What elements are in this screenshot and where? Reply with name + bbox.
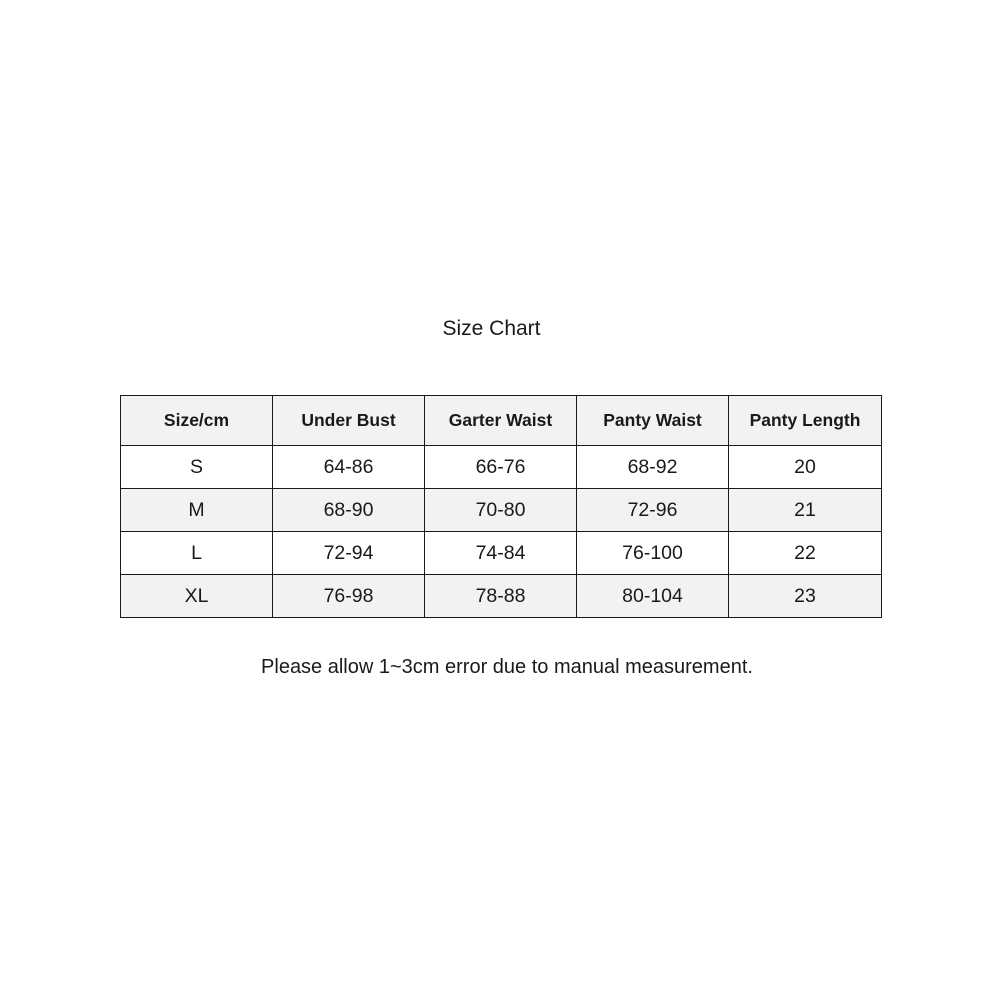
table-cell-size: XL <box>121 575 273 618</box>
table-cell-panty-length: 21 <box>729 489 882 532</box>
table-cell-under-bust: 64-86 <box>273 446 425 489</box>
table-cell-garter-waist: 74-84 <box>425 532 577 575</box>
table-cell-under-bust: 72-94 <box>273 532 425 575</box>
table-cell-panty-waist: 80-104 <box>577 575 729 618</box>
table-cell-size: L <box>121 532 273 575</box>
column-header-garter-waist: Garter Waist <box>425 396 577 446</box>
table-header-row <box>121 396 882 446</box>
column-header-panty-waist: Panty Waist <box>577 396 729 446</box>
table-row <box>121 575 882 618</box>
table-row <box>121 446 882 489</box>
table-cell-panty-waist: 76-100 <box>577 532 729 575</box>
table-cell-panty-waist: 68-92 <box>577 446 729 489</box>
table-cell-panty-length: 20 <box>729 446 882 489</box>
table-cell-panty-waist: 72-96 <box>577 489 729 532</box>
table-cell-garter-waist: 66-76 <box>425 446 577 489</box>
table-row <box>121 532 882 575</box>
table-cell-garter-waist: 78-88 <box>425 575 577 618</box>
table-cell-under-bust: 76-98 <box>273 575 425 618</box>
table-cell-size: M <box>121 489 273 532</box>
column-header-under-bust: Under Bust <box>273 396 425 446</box>
table-cell-under-bust: 68-90 <box>273 489 425 532</box>
table-cell-size: S <box>121 446 273 489</box>
size-chart-table <box>120 395 882 618</box>
column-header-panty-length: Panty Length <box>729 396 882 446</box>
page-title: Size Chart <box>442 317 541 340</box>
measurement-note: Please allow 1~3cm error due to manual measurement. <box>261 656 753 678</box>
column-header-size: Size/cm <box>121 396 273 446</box>
table-cell-garter-waist: 70-80 <box>425 489 577 532</box>
table-cell-panty-length: 23 <box>729 575 882 618</box>
table-row <box>121 489 882 532</box>
table-cell-panty-length: 22 <box>729 532 882 575</box>
